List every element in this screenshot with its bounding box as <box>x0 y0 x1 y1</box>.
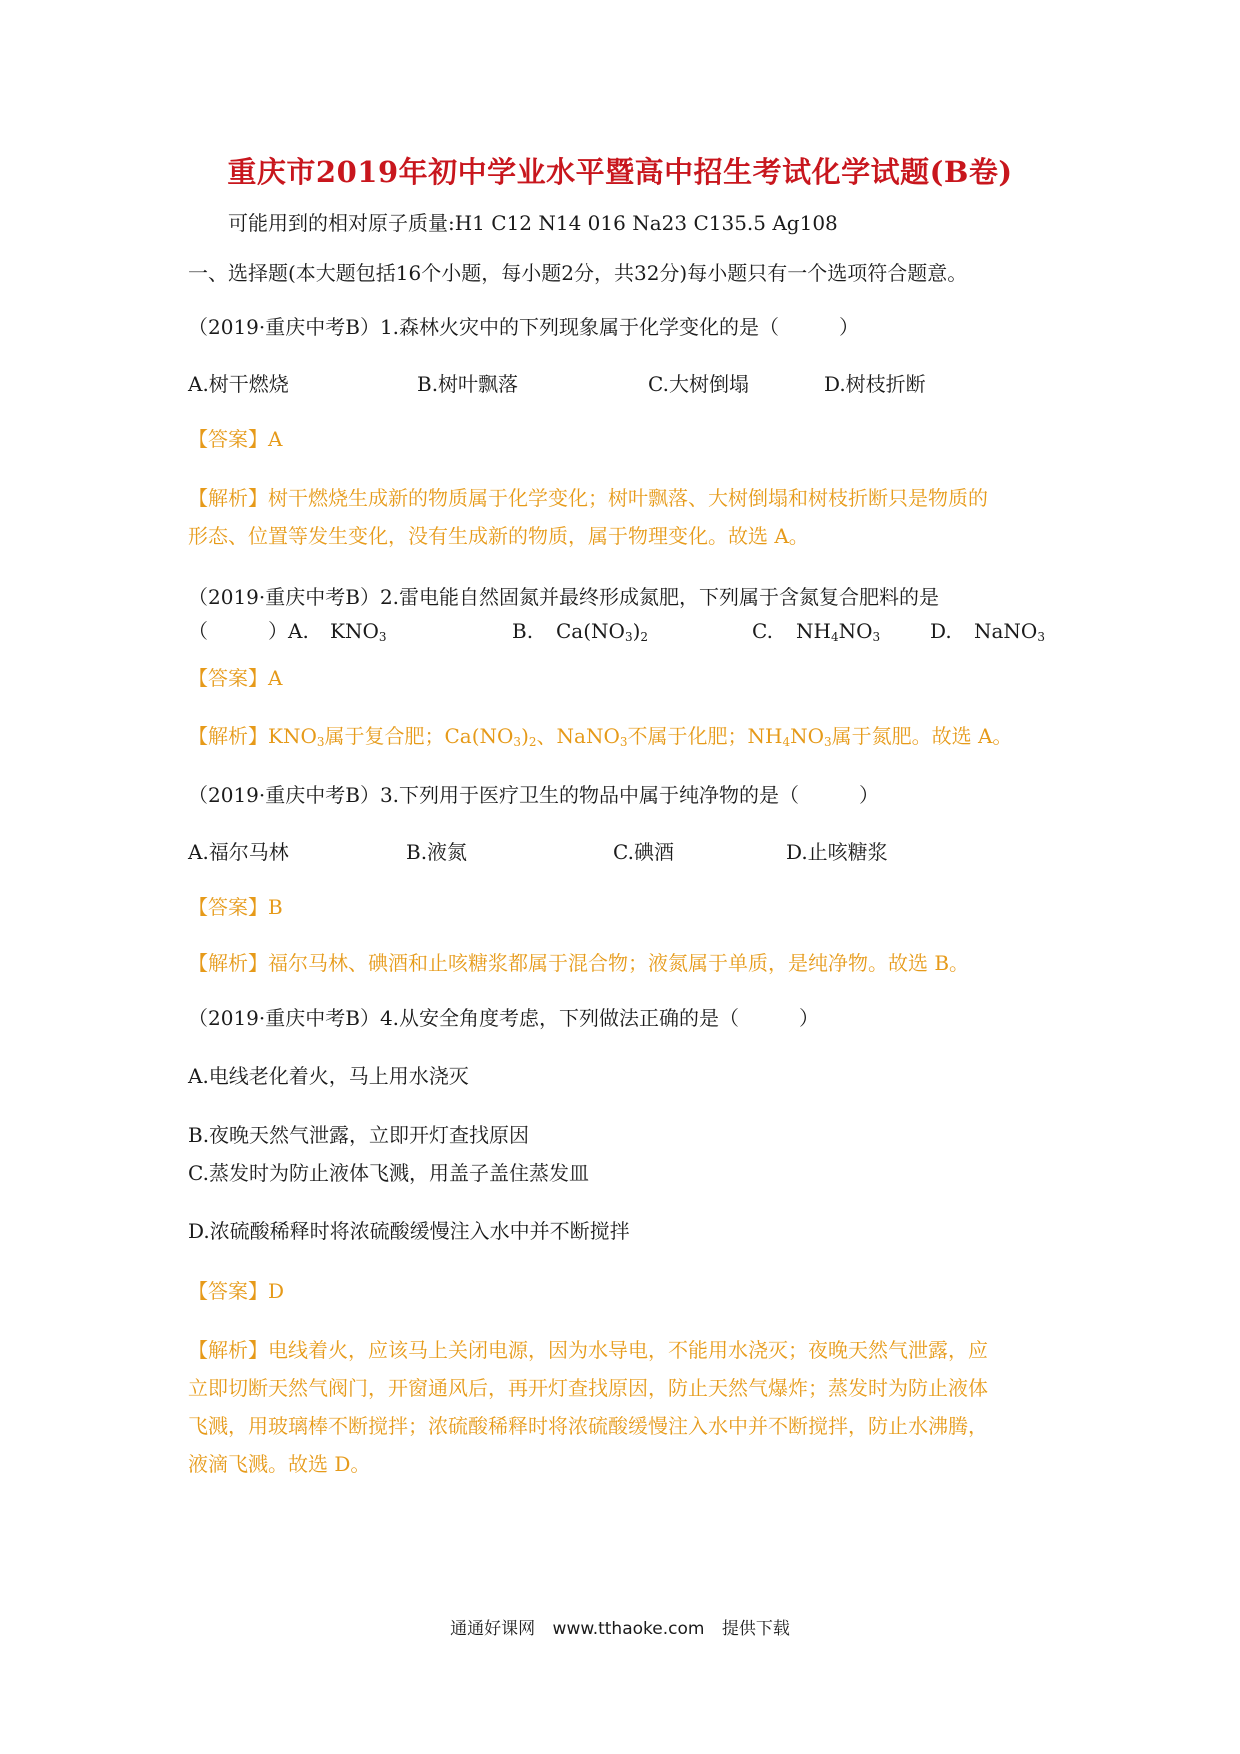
question-3-stem: （2019·重庆中考B）3.下列用于医疗卫生的物品中属于纯净物的是（ ） <box>188 783 880 807</box>
q2-analysis: 【解析】$KNO_3$属于复合肥；$Ca(NO_3)_2$、NaNO$_3$不属于化肥；$NH_4NO_3$属于氮肥。故选 A。 <box>188 724 1013 749</box>
q1-option-a: A.树干燃烧 <box>188 372 289 396</box>
q2-option-c-formula: $NH_4NO_3$ <box>796 619 881 644</box>
page-footer <box>0 1614 1240 1639</box>
q2-answer: 【答案】A <box>188 666 283 690</box>
q3-option-c: C.碘酒 <box>613 840 674 864</box>
footer-tagline: 提供下载 <box>721 1619 790 1639</box>
page-title: 重庆市2019年初中学业水平暨高中招生考试化学试题(B卷) <box>227 155 1013 189</box>
q1-answer: 【答案】A <box>188 427 283 451</box>
q2-option-d-label: D. <box>930 619 952 643</box>
q3-option-b: B.液氮 <box>406 840 468 864</box>
q4-option-b: B.夜晚天然气泄露，立即开灯查找原因 <box>188 1123 530 1147</box>
q1-option-c: C.大树倒塌 <box>648 372 749 396</box>
q1-option-d: D.树枝折断 <box>824 372 926 396</box>
question-2-stem: （2019·重庆中考B）2.雷电能自然固氮并最终形成氮肥，下列属于含氮复合肥料的是 <box>188 585 940 609</box>
footer-url-link[interactable]: www.tthaoke.com <box>552 1619 705 1639</box>
q3-option-a: A.福尔马林 <box>188 840 289 864</box>
section-heading: 一、选择题(本大题包括16个小题，每小题2分，共32分)每小题只有一个选项符合题意。 <box>188 261 968 285</box>
q4-option-d: D.浓硫酸稀释时将浓硫酸缓慢注入水中并不断搅拌 <box>188 1219 630 1243</box>
q3-answer: 【答案】B <box>188 895 283 919</box>
question-1-stem: （2019·重庆中考B）1.森林火灾中的下列现象属于化学变化的是（ ） <box>188 315 860 339</box>
q4-option-a: A.电线老化着火，马上用水浇灭 <box>188 1064 469 1088</box>
atomic-mass-line: 可能用到的相对原子质量:H1 C12 N14 016 Na23 C135.5 Ag108 <box>228 211 838 235</box>
question-4-stem: （2019·重庆中考B）4.从安全角度考虑，下列做法正确的是（ ） <box>188 1006 820 1030</box>
q1-analysis-line-1: 【解析】树干燃烧生成新的物质属于化学变化；树叶飘落、大树倒塌和树枝折断只是物质的 <box>188 486 988 510</box>
q4-analysis-line-3: 飞溅，用玻璃棒不断搅拌；浓硫酸稀释时将浓硫酸缓慢注入水中并不断搅拌，防止水沸腾， <box>188 1414 988 1438</box>
q2-option-a-formula: $KNO_3$ <box>330 619 387 644</box>
q4-option-c: C.蒸发时为防止液体飞溅，用盖子盖住蒸发皿 <box>188 1161 589 1185</box>
q2-option-b-label: B. <box>512 619 534 643</box>
q4-analysis-line-1: 【解析】电线着火，应该马上关闭电源，因为水导电，不能用水浇灭；夜晚天然气泄露，应 <box>188 1338 988 1362</box>
q4-answer: 【答案】D <box>188 1279 285 1303</box>
q4-analysis-line-4: 液滴飞溅。故选 D。 <box>188 1452 371 1476</box>
footer-site-name: 通通好课网 <box>450 1619 536 1639</box>
q2-paren-option-a: （ ）A. <box>188 619 309 643</box>
q4-analysis-line-2: 立即切断天然气阀门，开窗通风后，再开灯查找原因，防止天然气爆炸；蒸发时为防止液体 <box>188 1376 988 1400</box>
q2-option-c-label: C. <box>752 619 773 643</box>
q3-option-d: D.止咳糖浆 <box>786 840 888 864</box>
q1-analysis-line-2: 形态、位置等发生变化，没有生成新的物质，属于物理变化。故选 A。 <box>188 524 809 548</box>
q3-analysis: 【解析】福尔马林、碘酒和止咳糖浆都属于混合物；液氮属于单质，是纯净物。故选 B。 <box>188 951 970 975</box>
q2-option-b-formula: $Ca(NO_3)_2$ <box>556 619 649 644</box>
q2-option-d-formula: NaNO$_3$ <box>974 619 1045 644</box>
q1-option-b: B.树叶飘落 <box>417 372 519 396</box>
